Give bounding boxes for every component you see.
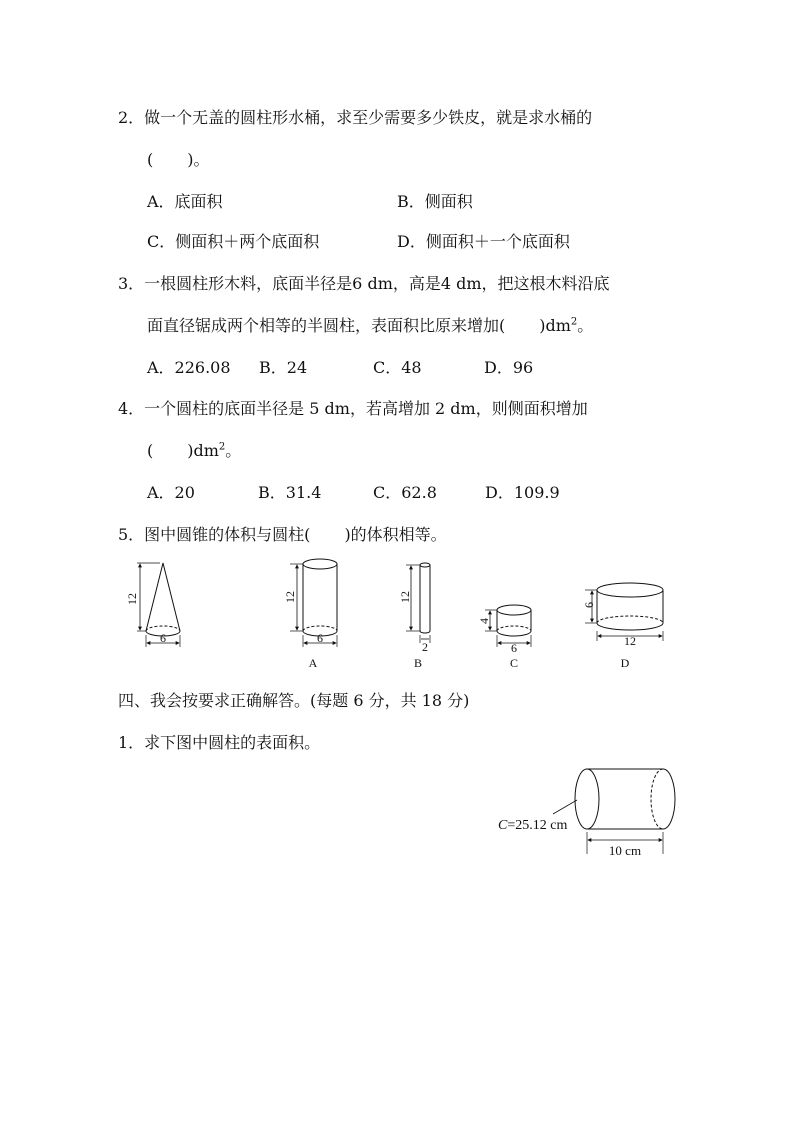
cylinder-b-diameter-label: 2	[422, 640, 428, 654]
q2-option-b[interactable]: B．侧面积	[397, 192, 473, 211]
section4-title: 四、我会按要求正确解答。(每题 6 分，共 18 分)	[118, 691, 470, 710]
cylinder-c-height-label: 4	[477, 618, 491, 624]
q3-line2	[147, 316, 593, 336]
q3-option-b[interactable]: B．24	[259, 358, 308, 377]
q2-option-d[interactable]: D．侧面积＋一个底面积	[397, 232, 570, 251]
q2-option-c[interactable]: C．侧面积＋两个底面积	[147, 232, 320, 251]
q4-unit: )dm	[187, 441, 219, 460]
cylinder-b-figure	[398, 563, 430, 670]
cylinder-d-figure	[582, 583, 663, 670]
q4-line2	[147, 441, 241, 461]
q4-option-c[interactable]: C．62.8	[373, 483, 437, 502]
q3-option-c[interactable]: C．48	[373, 358, 422, 377]
cylinder-c-diameter-label: 6	[511, 641, 517, 655]
q3-line1: 3．一根圆柱形木料，底面半径是6 dm，高是4 dm，把这根木料沿底	[118, 274, 610, 293]
q3-unit: )dm	[539, 316, 571, 335]
q2-paren-open: (	[147, 150, 154, 169]
q2-option-a[interactable]: A．底面积	[147, 192, 223, 211]
q5-line1	[118, 525, 447, 545]
q3-unit-exponent: 2	[570, 316, 578, 328]
cylinder-c-label: C	[509, 656, 519, 670]
q4-unit-exponent: 2	[218, 441, 226, 453]
q4-option-a[interactable]: A．20	[147, 483, 195, 502]
q2-line1: 2．做一个无盖的圆柱形水桶，求至少需要多少铁皮，就是求水桶的	[118, 108, 593, 127]
cylinder-c-figure	[477, 605, 531, 670]
q4-option-b[interactable]: B．31.4	[258, 483, 322, 502]
cylinder-a-height-label: 12	[283, 591, 297, 603]
p1-circumference-var: C	[498, 818, 508, 833]
cylinder-d-height-label: 6	[582, 602, 596, 608]
cone-diameter-label: 6	[160, 631, 166, 645]
cylinder-a-label: A	[308, 656, 318, 670]
cylinder-b-height-label: 12	[398, 591, 412, 603]
cylinder-a-diameter-label: 6	[317, 631, 323, 645]
cylinder-d-diameter-label: 12	[624, 634, 636, 648]
q3-option-a[interactable]: A．226.08	[147, 358, 231, 377]
q5-text-pre: 5．图中圆锥的体积与圆柱(	[118, 525, 311, 544]
cylinder-d-label: D	[620, 656, 630, 670]
cone-figure	[125, 563, 180, 647]
cone-height-label: 12	[125, 593, 139, 605]
p1-circumference-value: =25.12 cm	[507, 818, 568, 833]
q2-paren-close: )。	[187, 150, 210, 169]
q3-option-d[interactable]: D．96	[484, 358, 534, 377]
q4-paren-open: (	[147, 441, 154, 460]
q2-line2	[147, 150, 210, 170]
p1-circumference-label	[498, 818, 567, 833]
q3-line2-text: 面直径锯成两个相等的半圆柱，表面积比原来增加(	[147, 316, 506, 335]
q4-line1: 4．一个圆柱的底面半径是 5 dm，若高增加 2 dm，则侧面积增加	[118, 399, 588, 418]
cylinder-a-figure	[283, 559, 337, 670]
q4-option-d[interactable]: D．109.9	[485, 483, 560, 502]
q4-line2-end: 。	[225, 441, 242, 460]
q5-figures	[0, 555, 794, 675]
p1-cylinder-figure	[490, 762, 710, 862]
p1-length-label: 10 cm	[608, 843, 642, 858]
q5-text-post: )的体积相等。	[344, 525, 447, 544]
p1-text: 1．求下图中圆柱的表面积。	[118, 733, 321, 752]
cylinder-b-label: B	[413, 656, 423, 670]
q3-line2-end: 。	[577, 316, 594, 335]
